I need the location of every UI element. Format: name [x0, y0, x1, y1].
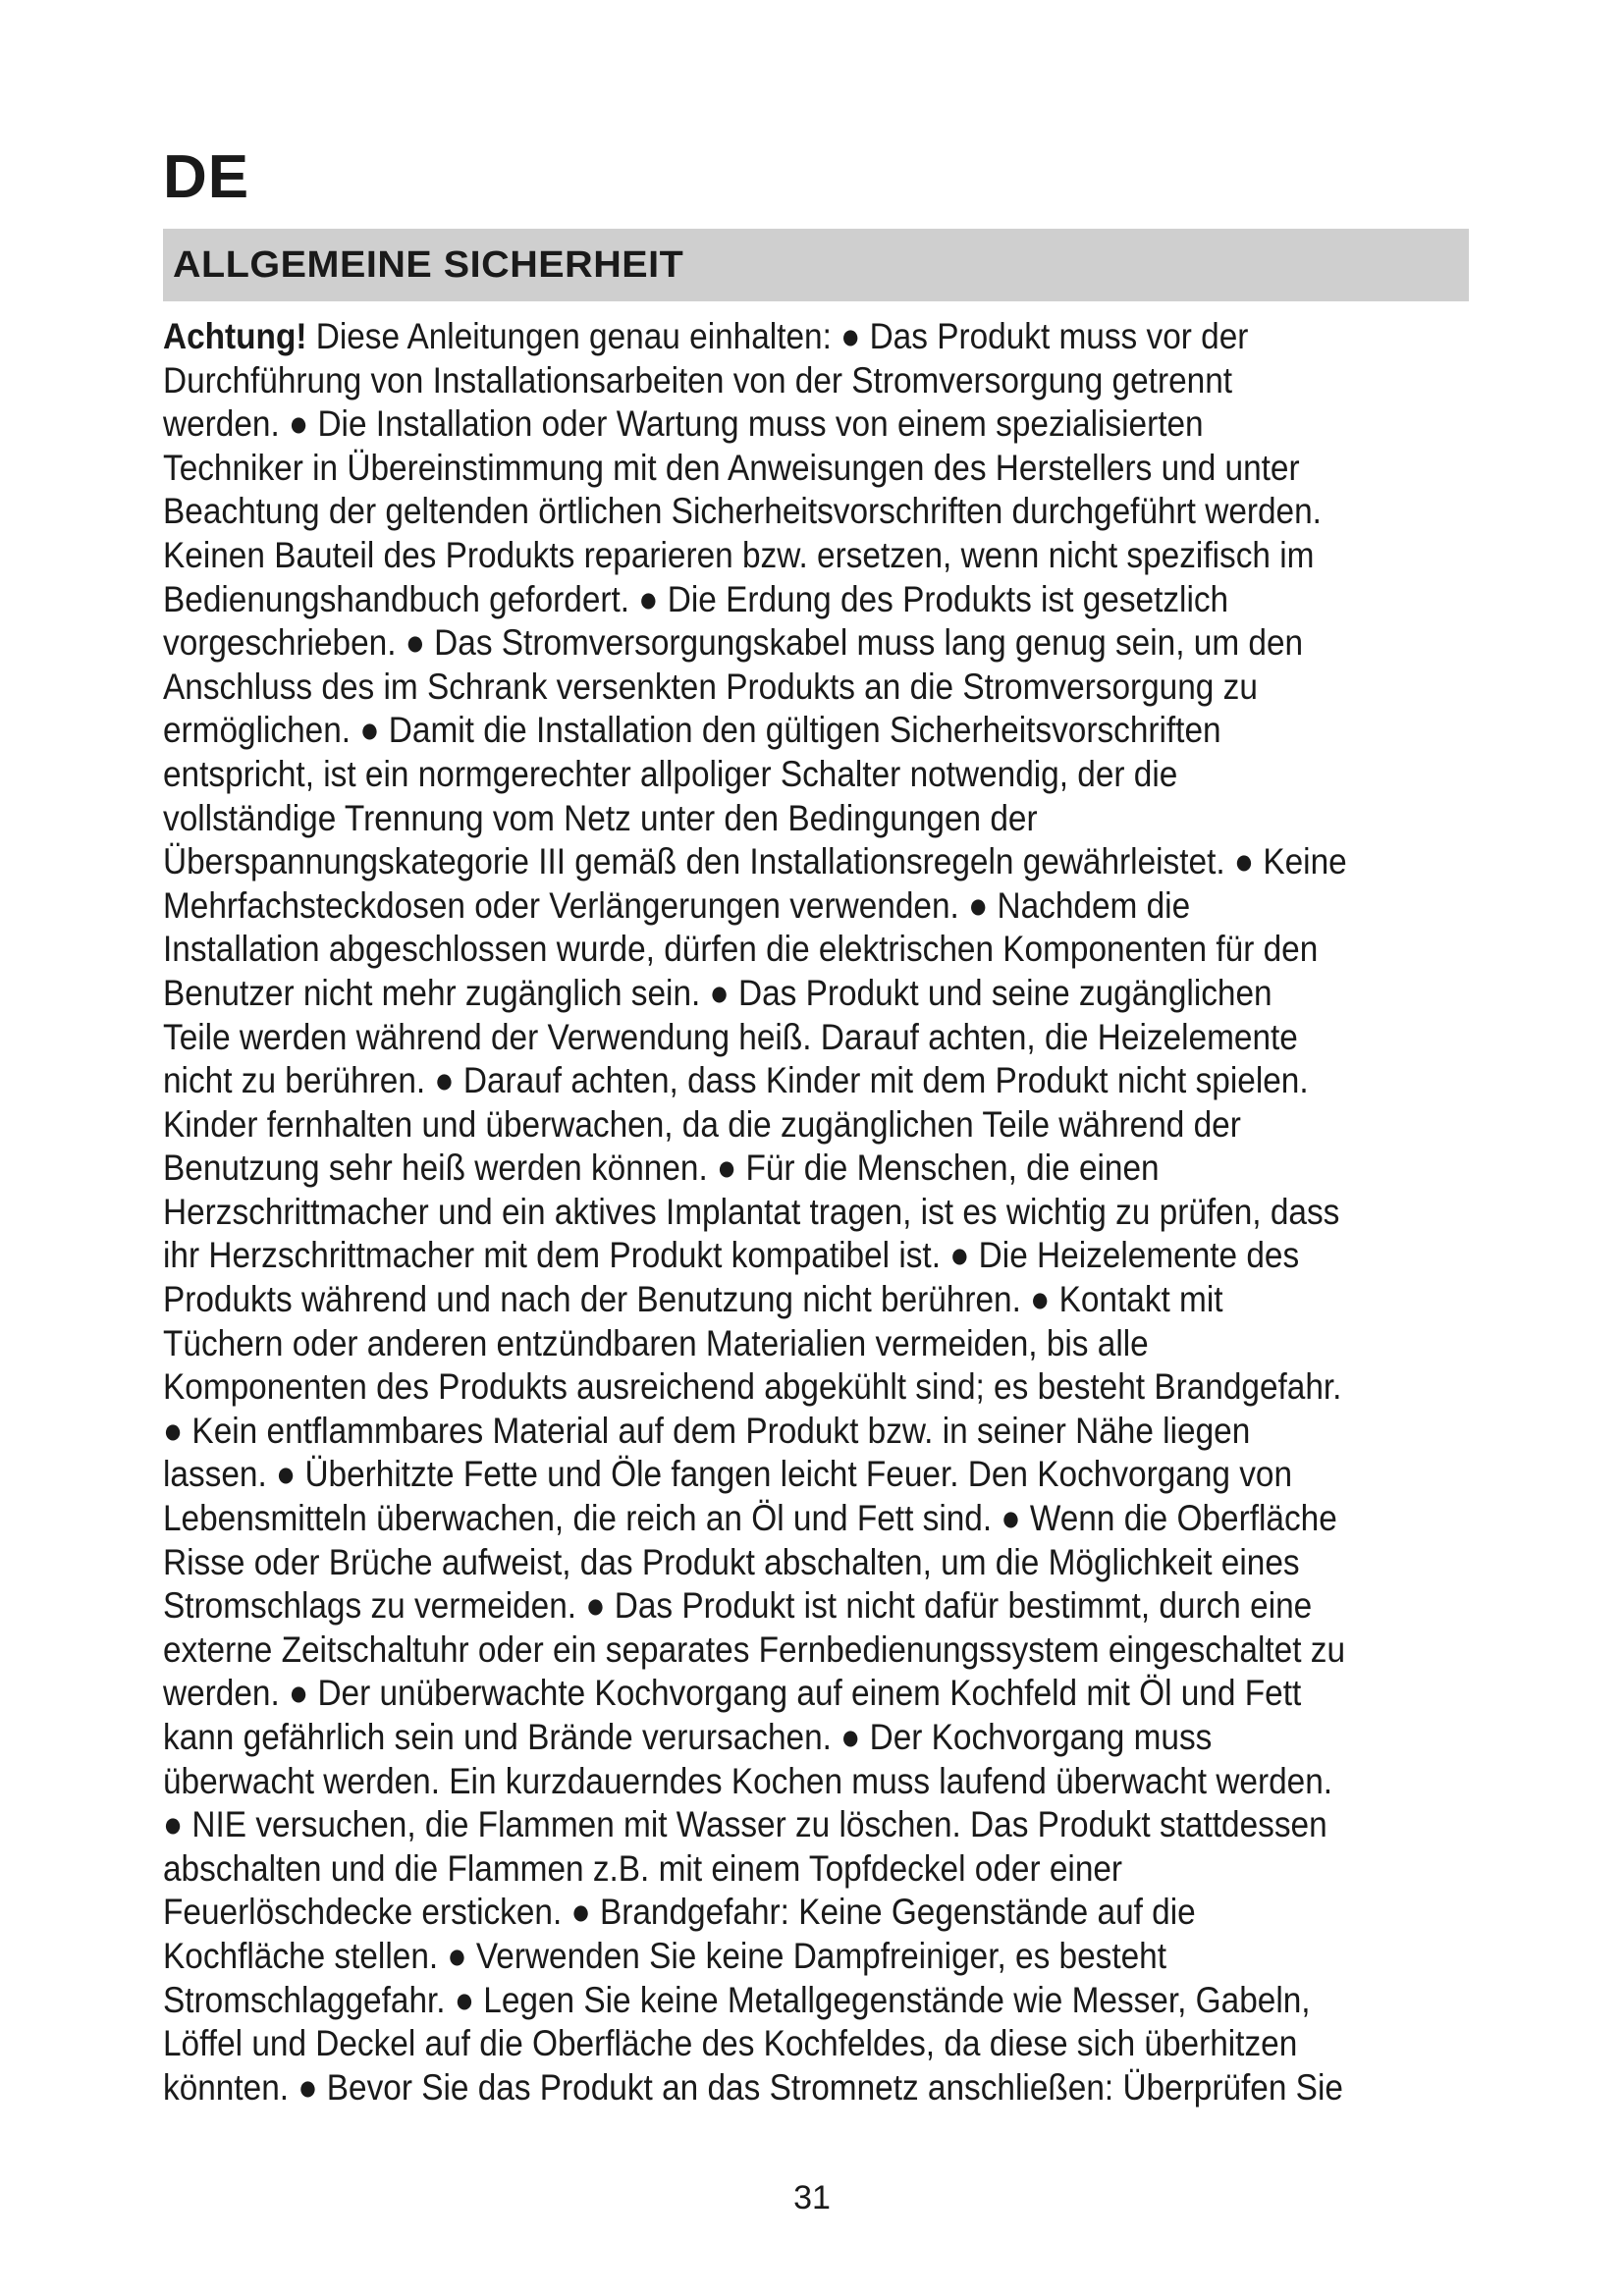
text-line: Benutzer nicht mehr zugänglich sein. ● Das Produkt und seine zugänglichen — [163, 971, 1272, 1013]
text-line: ● Kein entflammbares Material auf dem Produkt bzw. in seiner Nähe liegen — [163, 1409, 1251, 1451]
text-line: externe Zeitschaltuhr oder ein separates Fernbedienungssystem eingeschaltet zu — [163, 1628, 1346, 1670]
text-line: Bedienungshandbuch gefordert. ● Die Erdung des Produkts ist gesetzlich — [163, 577, 1229, 619]
text-line: Komponenten des Produkts ausreichend abgekühlt sind; es besteht Brandgefahr. — [163, 1365, 1342, 1408]
text-line: Mehrfachsteckdosen oder Verlängerungen verwenden. ● Nachdem die — [163, 883, 1191, 926]
warning-word: Achtung! — [163, 315, 307, 356]
text-line: abschalten und die Flammen z.B. mit einem Topfdeckel oder einer — [163, 1846, 1123, 1889]
text-line — [163, 314, 1326, 358]
safety-text-block — [163, 314, 1469, 2109]
text-line: überwacht werden. Ein kurzdauerndes Kochen muss laufend überwacht werden. — [163, 1759, 1333, 1801]
text-line-content: Diese Anleitungen genau einhalten: ● Das Produkt muss vor der — [306, 315, 1249, 356]
text-line: vollständige Trennung vom Netz unter den Bedingungen der — [163, 796, 1038, 838]
text-line: Kinder fernhalten und überwachen, da die zugänglichen Teile während der — [163, 1102, 1241, 1145]
text-line: Beachtung der geltenden örtlichen Sicherheitsvorschriften durchgeführt werden. — [163, 490, 1322, 532]
text-line: Durchführung von Installationsarbeiten von der Stromversorgung getrennt — [163, 358, 1233, 400]
text-line: könnten. ● Bevor Sie das Produkt an das Stromnetz anschließen: Überprüfen Sie — [163, 2065, 1343, 2108]
text-line: lassen. ● Überhitzte Fette und Öle fangen leicht Feuer. Den Kochvorgang von — [163, 1453, 1293, 1495]
section-header-bar — [163, 229, 1469, 301]
text-line: Feuerlöschdecke ersticken. ● Brandgefahr: Keine Gegenstände auf die — [163, 1891, 1196, 1933]
text-line: Löffel und Deckel auf die Oberfläche des Kochfeldes, da diese sich überhitzen — [163, 2022, 1298, 2064]
text-line: ihr Herzschrittmacher mit dem Produkt kompatibel ist. ● Die Heizelemente des — [163, 1234, 1300, 1276]
text-line: Keinen Bauteil des Produkts reparieren bzw. ersetzen, wenn nicht spezifisch im — [163, 533, 1315, 575]
text-line: vorgeschrieben. ● Das Stromversorgungskabel muss lang genug sein, um den — [163, 621, 1304, 664]
text-line: Anschluss des im Schrank versenkten Produkts an die Stromversorgung zu — [163, 665, 1258, 707]
language-code: DE — [163, 143, 250, 211]
text-line: Stromschlags zu vermeiden. ● Das Produkt ist nicht dafür bestimmt, durch eine — [163, 1584, 1313, 1627]
text-line: entspricht, ist ein normgerechter allpoliger Schalter notwendig, der die — [163, 752, 1178, 794]
text-line: Herzschrittmacher und ein aktives Implantat tragen, ist es wichtig zu prüfen, dass — [163, 1190, 1340, 1232]
text-line: werden. ● Die Installation oder Wartung muss von einem spezialisierten — [163, 402, 1204, 445]
text-line: Risse oder Brüche aufweist, das Produkt abschalten, um die Möglichkeit eines — [163, 1540, 1300, 1582]
text-line: Kochfläche stellen. ● Verwenden Sie keine Dampfreiniger, es besteht — [163, 1934, 1167, 1976]
text-line: ermöglichen. ● Damit die Installation den gültigen Sicherheitsvorschriften — [163, 709, 1221, 751]
text-line: werden. ● Der unüberwachte Kochvorgang auf einem Kochfeld mit Öl und Fett — [163, 1672, 1302, 1714]
text-line: Überspannungskategorie III gemäß den Installationsregeln gewährleistet. ● Keine — [163, 840, 1347, 882]
text-line: ● NIE versuchen, die Flammen mit Wasser zu löschen. Das Produkt stattdessen — [163, 1803, 1327, 1845]
text-line: Produkts während und nach der Benutzung nicht berühren. ● Kontakt mit — [163, 1278, 1223, 1320]
text-line: Benutzung sehr heiß werden können. ● Für die Menschen, die einen — [163, 1147, 1160, 1189]
text-line: Lebensmitteln überwachen, die reich an Öl und Fett sind. ● Wenn die Oberfläche — [163, 1497, 1337, 1539]
page-number: 31 — [793, 2179, 831, 2216]
text-line: nicht zu berühren. ● Darauf achten, dass Kinder mit dem Produkt nicht spielen. — [163, 1059, 1309, 1101]
text-line: kann gefährlich sein und Brände verursachen. ● Der Kochvorgang muss — [163, 1716, 1213, 1757]
text-line: Teile werden während der Verwendung heiß. Darauf achten, die Heizelemente — [163, 1015, 1298, 1057]
text-line: Stromschlaggefahr. ● Legen Sie keine Metallgegenstände wie Messer, Gabeln, — [163, 1978, 1311, 2020]
text-line: Installation abgeschlossen wurde, dürfen die elektrischen Komponenten für den — [163, 928, 1319, 970]
text-line: Tüchern oder anderen entzündbaren Materialien vermeiden, bis alle — [163, 1321, 1149, 1363]
section-title: ALLGEMEINE SICHERHEIT — [173, 243, 684, 286]
text-line: Techniker in Übereinstimmung mit den Anweisungen des Herstellers und unter — [163, 446, 1300, 488]
